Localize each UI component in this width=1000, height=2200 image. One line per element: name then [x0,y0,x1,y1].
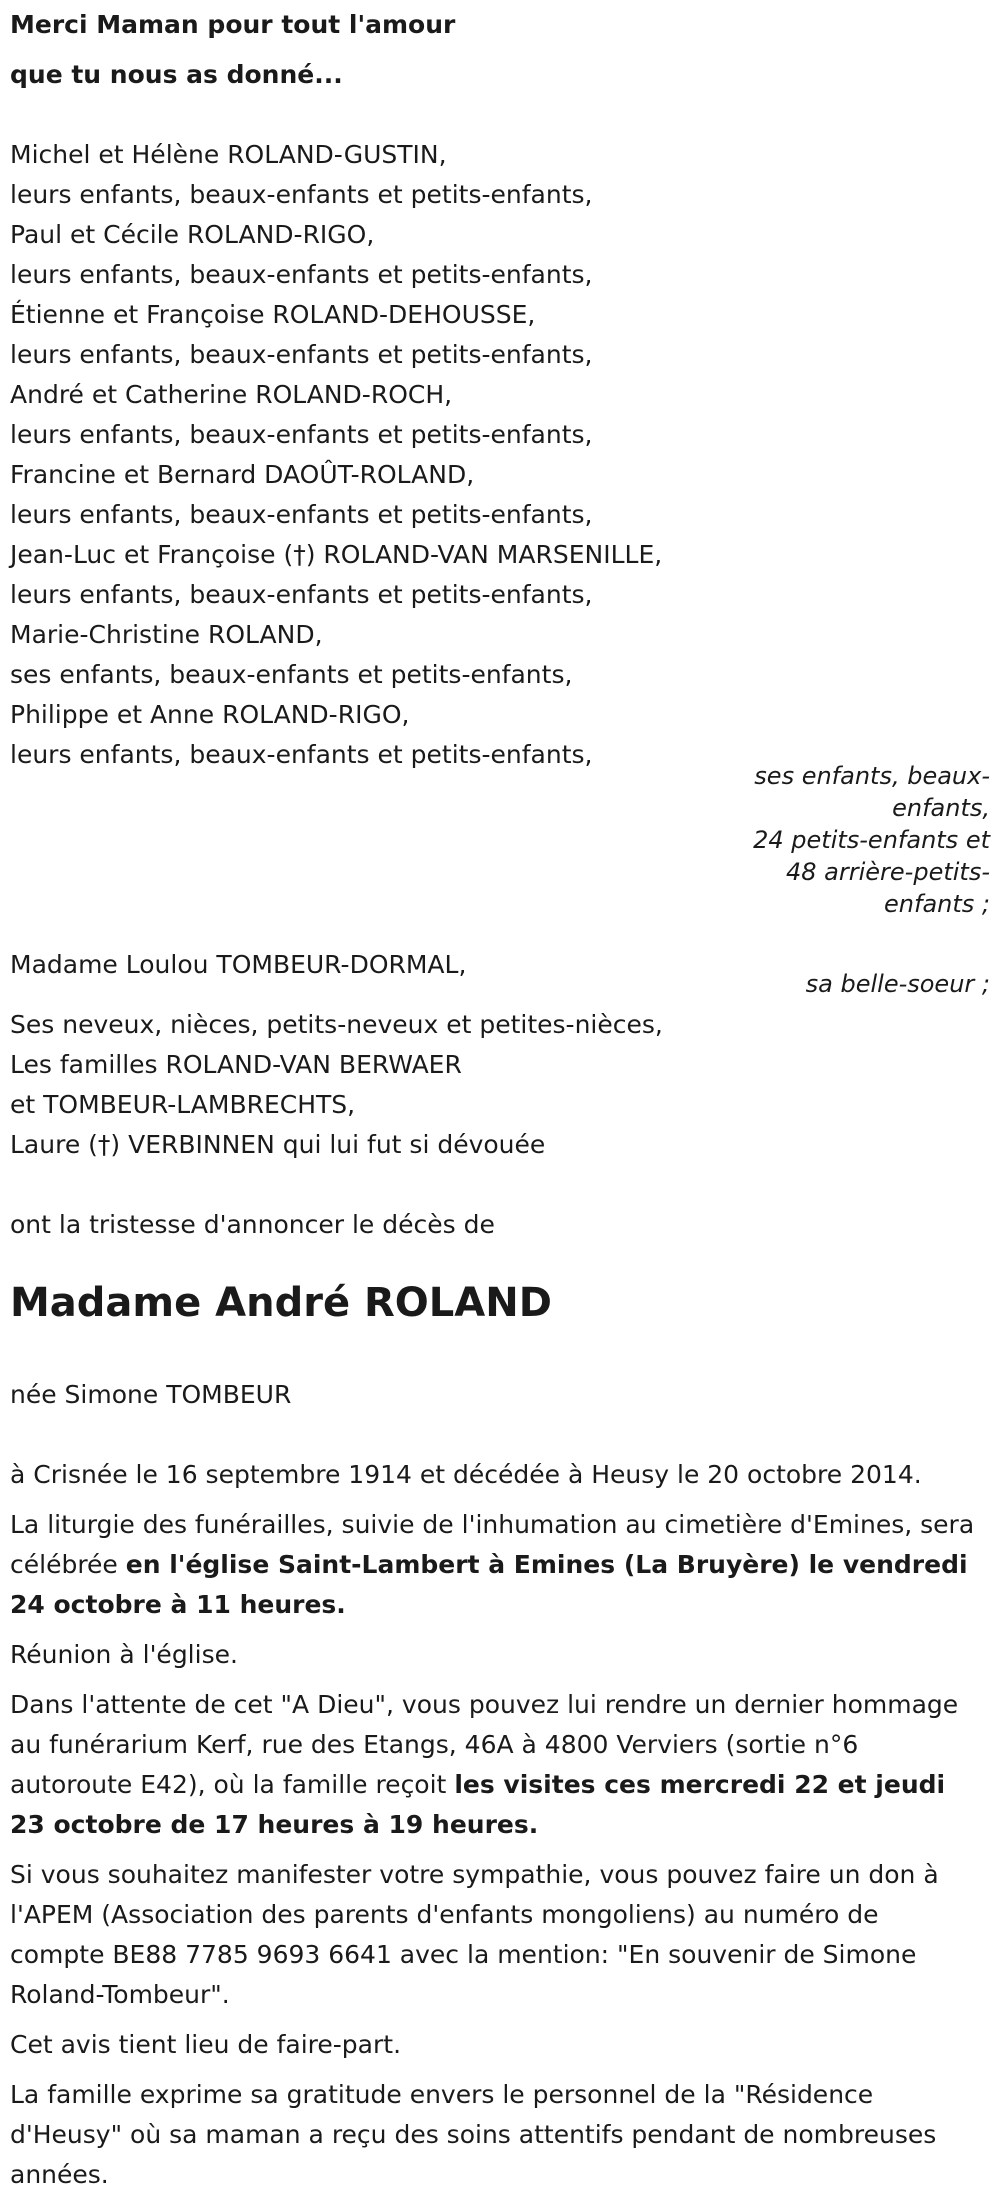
family-line: André et Catherine ROLAND-ROCH, [10,380,453,409]
relatives-line: Ses neveux, nièces, petits-neveux et petites-nièces, [10,1010,663,1039]
funeral-text: La liturgie des funérailles, suivie de l'inhumation au cimetière d'Emines, sera célébrée [10,1510,975,1579]
relatives-line: et TOMBEUR-LAMBRECHTS, [10,1090,356,1119]
funeral-paragraph [10,1505,975,1625]
visits-details: les visites ces mercredi 22 et jeudi 23 octobre de 17 heures à 19 heures. [10,1770,946,1839]
sister-in-law-relation: sa belle-soeur ; [805,970,990,998]
funeral-details: en l'église Saint-Lambert à Emines (La Bruyère) le vendredi 24 octobre à 11 heures. [10,1550,968,1619]
family-line: leurs enfants, beaux-enfants et petits-enfants, [10,580,593,609]
visits-text: Dans l'attente de cet "A Dieu", vous pouvez lui rendre un dernier hommage au funérarium Kerf, rue des Etangs, 46A à 4800 Verviers (sortie n°6 autoroute E42), où la famille reçoit [10,1690,959,1799]
reunion-text: Réunion à l'église. [10,1640,238,1669]
header-line-2: que tu nous as donné... [10,60,343,89]
header-line-1: Merci Maman pour tout l'amour [10,10,456,39]
family-line: Marie-Christine ROLAND, [10,620,323,649]
family-line: Francine et Bernard DAOÛT-ROLAND, [10,460,475,489]
family-line: Paul et Cécile ROLAND-RIGO, [10,220,375,249]
family-line: leurs enfants, beaux-enfants et petits-enfants, [10,420,593,449]
family-line: Philippe et Anne ROLAND-RIGO, [10,700,410,729]
life-dates: à Crisnée le 16 septembre 1914 et décédée à Heusy le 20 octobre 2014. [10,1460,922,1489]
donation-paragraph: Si vous souhaitez manifester votre sympathie, vous pouvez faire un don à l'APEM (Association des parents d'enfants mongoliens) au numéro de compte BE88 7785 9693 6641 avec la mention: "En souvenir de Simone Roland-Tombeur". [10,1860,939,2009]
birth-name: née Simone TOMBEUR [10,1380,292,1409]
relatives-line: Laure (†) VERBINNEN qui lui fut si dévouée [10,1130,546,1159]
summary-children: ses enfants, beaux-enfants, [754,762,990,822]
family-line: Étienne et Françoise ROLAND-DEHOUSSE, [10,300,536,329]
family-line: leurs enfants, beaux-enfants et petits-enfants, [10,340,593,369]
family-line: leurs enfants, beaux-enfants et petits-enfants, [10,500,593,529]
family-line: Jean-Luc et Françoise (†) ROLAND-VAN MARSENILLE, [10,540,663,569]
announcement: ont la tristesse d'annoncer le décès de [10,1210,495,1239]
family-line: ses enfants, beaux-enfants et petits-enfants, [10,660,573,689]
sister-in-law-name: Madame Loulou TOMBEUR-DORMAL, [10,950,467,979]
deceased-name: Madame André ROLAND [10,1280,552,1326]
relatives-list [10,1005,663,1165]
gratitude-paragraph: La famille exprime sa gratitude envers le personnel de la "Résidence d'Heusy" où sa maman a reçu des soins attentifs pendant de nombreuses années. [10,2080,937,2189]
family-list [10,135,662,775]
family-line: leurs enfants, beaux-enfants et petits-enfants, [10,260,593,289]
visits-paragraph [10,1685,975,1845]
family-line: leurs enfants, beaux-enfants et petits-enfants, [10,180,593,209]
relatives-line: Les familles ROLAND-VAN BERWAER [10,1050,462,1079]
summary-grandchildren: 24 petits-enfants et 48 arrière-petits-enfants ; [753,826,990,918]
notice-text: Cet avis tient lieu de faire-part. [10,2030,402,2059]
family-line: Michel et Hélène ROLAND-GUSTIN, [10,140,447,169]
family-line: leurs enfants, beaux-enfants et petits-enfants, [10,740,593,769]
